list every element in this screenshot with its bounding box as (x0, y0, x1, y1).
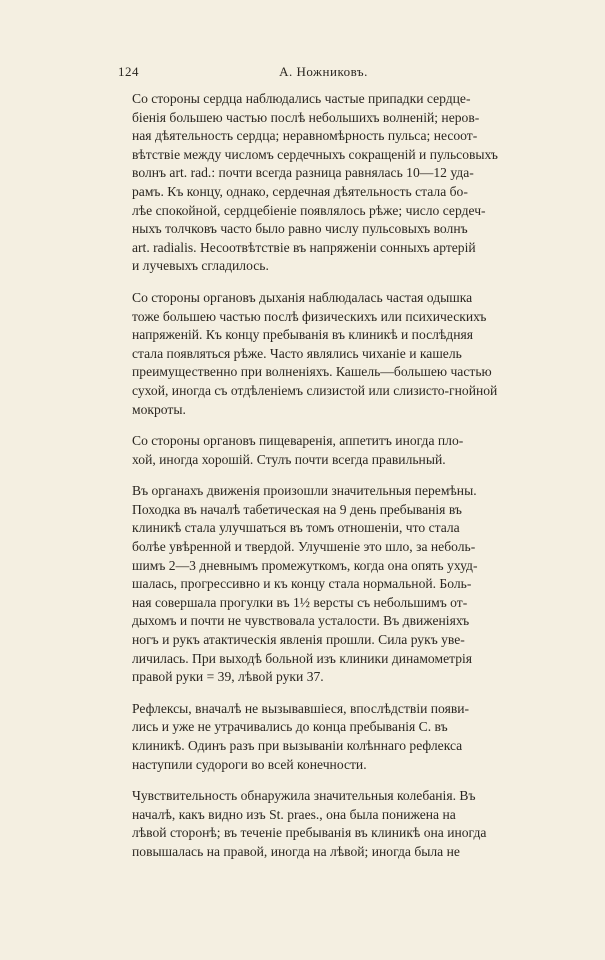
text-line: Рефлексы, вначалѣ не вызывавшіеся, впослѣдствіи появи- (132, 700, 470, 716)
body-text (118, 90, 529, 875)
text-line: біенія большею частью послѣ небольшихъ волненій; неров- (132, 109, 480, 125)
paragraph-respiration (118, 289, 529, 419)
text-line: повышалась на правой, иногда на лѣвой; иногда была не (132, 843, 460, 859)
text-line: началѣ, какъ видно изъ St. praes., она была понижена на (132, 806, 456, 822)
page-number: 124 (118, 64, 139, 79)
text-line: art. radialis. Несоотвѣтствіе въ напряженіи сонныхъ артерій (132, 239, 476, 255)
text-line: болѣе увѣренной и твердой. Улучшеніе это шло, за неболь- (132, 539, 476, 555)
text-line: лѣвой сторонѣ; въ теченіе пребыванія въ клиникѣ она иногда (132, 825, 487, 841)
text-line: ногъ и рукъ атактическія явленія прошли. Сила рукъ уве- (132, 632, 465, 648)
text-line: сухой, иногда съ отдѣленіемъ слизистой или слизисто-гнойной (132, 382, 498, 398)
text-line: правой руки = 39, лѣвой руки 37. (132, 669, 324, 685)
text-line: хой, иногда хорошій. Стулъ почти всегда правильный. (132, 451, 446, 467)
text-line: преимущественно при волненіяхъ. Кашель—большею частью (132, 364, 492, 380)
text-line: ная дѣятельность сердца; неравномѣрность пульса; несоот- (132, 128, 478, 144)
text-line: Со стороны сердца наблюдались частые припадки сердце- (132, 91, 471, 106)
text-line: вѣтствіе между числомъ сердечныхъ сокращеній и пульсовыхъ (132, 146, 498, 162)
text-line: шалась, прогрессивно и къ концу стала нормальной. Боль- (132, 576, 472, 592)
paragraph-movement (118, 482, 529, 687)
paragraph-reflexes (118, 700, 529, 774)
text-line: Въ органахъ движенія произошли значительныя перемѣны. (132, 483, 477, 499)
text-line: ная совершала прогулки въ 1½ версты съ небольшимъ от- (132, 594, 468, 610)
paragraph-sensitivity (118, 787, 529, 861)
text-line: Чувствительность обнаружила значительныя колебанія. Въ (132, 788, 476, 804)
text-line: дыхомъ и почти не чувствовала усталости. Въ движеніяхъ (132, 613, 470, 629)
running-head: А. Ножниковъ. (279, 64, 368, 79)
text-line: тоже большею частью послѣ физическихъ или психическихъ (132, 308, 487, 324)
text-line: волнъ art. rad.: почти всегда разница равнялась 10—12 уда- (132, 165, 474, 181)
text-line: клиникѣ стала улучшаться въ томъ отношеніи, что стала (132, 520, 460, 536)
text-line: клиникѣ. Одинъ разъ при вызываніи колѣннаго рефлекса (132, 738, 463, 753)
text-line: Походка въ началѣ табетическая на 9 день пребыванія въ (132, 501, 462, 517)
text-line: Со стороны органовъ дыханія наблюдалась частая одышка (132, 289, 473, 305)
text-line: шимъ 2—3 дневнымъ промежуткомъ, когда она опять ухуд- (132, 557, 478, 573)
text-line: ныхъ толчковъ часто было равно числу пульсовыхъ волнъ (132, 221, 468, 237)
paragraph-digestion (118, 432, 529, 469)
text-line: мокроты. (132, 401, 186, 417)
text-line: лѣе спокойной, сердцебіеніе появлялось рѣже; число сердеч- (132, 202, 486, 218)
text-line: напряженій. Къ концу пребыванія въ клиникѣ и послѣдняя (132, 327, 473, 343)
text-line: стала появляться рѣже. Часто являлись чиханіе и кашель (132, 345, 462, 361)
paragraph-heart (118, 90, 529, 276)
text-line: лись и уже не утрачивались до конца пребыванія С. въ (132, 719, 448, 735)
text-line: рамъ. Къ концу, однако, сердечная дѣятельность стала бо- (132, 183, 468, 199)
text-line: и лучевыхъ сгладилось. (132, 258, 269, 274)
text-line: Со стороны органовъ пищеваренія, аппетитъ иногда пло- (132, 433, 464, 449)
text-line: наступили судороги во всей конечности. (132, 756, 367, 772)
text-line: личилась. При выходѣ больной изъ клиники динамометрія (132, 650, 473, 666)
